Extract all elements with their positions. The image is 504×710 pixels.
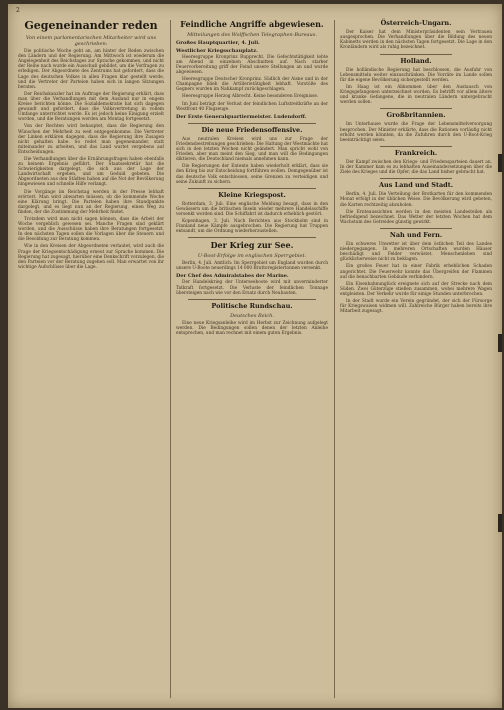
article-headline: Großbritannien. bbox=[386, 111, 446, 120]
article-paragraph: Die Vorgänge im Reichstag werden in der Presse lebhaft erörtert. Man wird abwarten müssen, ob die kommende Woche eine Klärung bringt. Die Parteien haben ihre Standpunkte dargelegt, und es liegt nun an der Regierung, einen Weg zu finden, der die Zustimmung der Mehrheit findet. bbox=[18, 189, 164, 215]
article-paragraph: Aus neutralen Kreisen wird uns zur Frage der Friedensbestrebungen geschrieben: Die Haltung der Westmächte hat sich in den letzten Wochen nicht geändert. Man spricht wohl von Frieden, aber man meint den Sieg, und man will die Bedingungen diktieren, die Deutschland niemals annehmen kann. bbox=[176, 136, 328, 163]
section-divider bbox=[188, 299, 316, 300]
page-number: 2 bbox=[16, 7, 20, 14]
article-headline: Kleine Kriegspost. bbox=[218, 190, 286, 199]
article-subheadline: Mitteilungen des Wolffschen Telegraphen-Bureaus. bbox=[187, 31, 317, 38]
column-3 bbox=[340, 18, 492, 700]
article-headline: Österreich-Ungarn. bbox=[380, 19, 452, 27]
article-paragraph: Rotterdam, 3. Juli. Eine englische Meldung besagt, dass in den Gewässern um die britischen Inseln wieder mehrere Handelsschiffe versenkt worden sind. Die Schiffahrt ist dadurch erheblich gestört. bbox=[176, 201, 328, 218]
article-paragraph: Heeresgruppe Deutscher Kronprinz. Südlich der Aisne und in der Champagne blieb die Artillerietätigkeit lebhaft. Vorstöße des Gegners wurden im Nahkampf zurückgeschlagen. bbox=[176, 77, 328, 93]
article-paragraph: Die Verhandlungen über die Ernährungsfragen haben ebenfalls zu keinem Ergebnis geführt. Der Staatssekretär hat die Schwierigkeiten dargelegt, die sich aus der Lage der Landwirtschaft ergeben, und um Geduld gebeten. Die Abgeordneten aus den Städten haben auf die Not der Bevölkerung hingewiesen und schnelle Hilfe verlangt. bbox=[18, 156, 164, 188]
newspaper-page bbox=[8, 4, 502, 708]
article-paragraph: Im Haag ist ein Abkommen über den Austausch von Kriegsgefangenen unterzeichnet worden. Es betrifft vor allem ältere und kranke Gefangene, die in neutralen Ländern untergebracht werden sollen. bbox=[340, 84, 492, 106]
article-headline: Die neue Friedensoffensive. bbox=[201, 125, 303, 134]
article-paragraph: Der Kampf zwischen den Kriegs- und Friedensparteien dauert an. In der Kammer kam es zu lebhaften Auseinandersetzungen über die Ziele des Krieges und die Opfer, die das Land bisher gebracht hat. bbox=[340, 159, 492, 176]
column-1 bbox=[18, 18, 164, 700]
article-paragraph: Die politische Woche geht an, am hinter der Reden zwischen den Ländern und der Regierung. Am Mittwoch ist wiederum die Angelegenheit des Reichstages zur Sprache gekommen, und nicht der Reihe nach wurde ein Ausschuß gebildet, um die Vorfragen zu erledigen. Der Abgeordnete des Zentrums hat gefordert, dass die Lage des deutschen Volkes in allen Fragen klar gestellt werde, und die Vertreter der Parteien haben sich in langen Sitzungen beraten. bbox=[18, 49, 164, 90]
article-paragraph: Berlin, 4. Juli. Amtlich: Im Sperrgebiet um England wurden durch unsere U-Boote neuerdings 14 000 Bruttoregistertonnen versenkt. bbox=[176, 261, 328, 272]
article-paragraph: Trotzdem wird man nicht sagen können, dass die Arbeit der Woche vergeblich gewesen sei. Manche Fragen sind geklärt worden, und die Ausschüsse haben ihre Beratungen fortgesetzt. In den nächsten Tagen sollen die Vorlagen über die Steuern und die Besoldung zur Beratung kommen. bbox=[18, 217, 164, 243]
article-subheadline: Von einem parlamentarischen Mitarbeiter wird uns geschrieben: bbox=[25, 35, 157, 48]
article-paragraph: Ein Eisenbahnunglück ereignete sich auf der Strecke nach dem Süden. Zwei Güterzüge stießen zusammen, wobei mehrere Wagen entgleisten. Der Verkehr wurde für einige Stunden unterbrochen. bbox=[340, 281, 492, 297]
article-paragraph: Im Unterhause wurde die Frage der Lebensmittelversorgung besprochen. Der Minister erklärte, dass die Rationen vorläufig nicht erhöht werden könnten, da die Zufuhren durch den U-Boot-Krieg beeinträchtigt seien. bbox=[340, 122, 492, 143]
article-paragraph: Die Regierungen der Entente haben wiederholt erklärt, dass sie den Krieg bis zur Entscheidung fortführen wollen. Demgegenüber ist das deutsche Volk entschlossen, seine Grenzen zu verteidigen und seine Zukunft zu sichern. bbox=[176, 164, 328, 185]
article-headline: Politische Rundschau. bbox=[211, 301, 293, 310]
article-paragraph: Im Juni beträgt der Verlust der feindlichen Luftstreitkräfte an der Westfront 40 Flugzeuge. bbox=[176, 101, 328, 112]
article-paragraph: Die holländische Regierung hat beschlossen, die Ausfuhr von Lebensmitteln weiter einzuschränken. Die Vorräte im Lande sollen für die eigene Bevölkerung sichergestellt werden. bbox=[340, 67, 492, 83]
article-paragraph: Wie in den Kreisen der Abgeordneten verlautet, wird auch die Frage der Kriegsentschädigung erneut zur Sprache kommen. Die Regierung hat zugesagt, hierüber eine Denkschrift vorzulegen, die den Parteien vor der Beratung zugehen soll. Man erwartet von ihr wichtige Aufschlüsse über die Lage. bbox=[18, 244, 164, 270]
article-headline: Gegeneinander reden bbox=[24, 19, 158, 32]
article-headline: Der Krieg zur See. bbox=[210, 240, 294, 251]
article-paragraph: Die Ernteaussichten werden in den meisten Landesteilen als befriedigend bezeichnet. Das Wetter der letzten Wochen hat dem Wachstum des Getreides günstig gewirkt. bbox=[340, 209, 492, 225]
article-headline: Feindliche Angriffe abgewiesen. bbox=[180, 19, 324, 29]
section-divider bbox=[188, 237, 316, 238]
article-paragraph: Heeresgruppe Herzog Albrecht. Keine besonderen Ereignisse. bbox=[182, 94, 319, 100]
edge-marker bbox=[498, 514, 502, 532]
edge-marker bbox=[498, 154, 502, 172]
article-paragraph: Der Kaiser hat dem Ministerpräsidenten sein Vertrauen ausgesprochen. Die Verhandlungen über die Bildung des neuen Kabinetts werden in den nächsten Tagen fortgesetzt. Die Lage in den Kronländern wird als ruhig bezeichnet. bbox=[340, 30, 492, 51]
article-subheadline: Deutsches Reich. bbox=[230, 312, 274, 319]
column-rule bbox=[170, 20, 171, 698]
article-headline: Holland. bbox=[400, 56, 432, 65]
section-divider bbox=[188, 123, 316, 124]
article-paragraph: Kopenhagen, 3. Juli. Nach Berichten aus Stockholm sind in Finnland neue Kämpfe ausgebrochen. Die Regierung hat Truppen entsandt, um die Ordnung wiederherzustellen. bbox=[176, 219, 328, 235]
article-dateline: Der Chef des Admiralstabes der Marine. bbox=[176, 273, 289, 280]
article-paragraph: Ein großes Feuer hat in einer Fabrik erheblichen Schaden angerichtet. Die Feuerwehr konnte das Übergreifen der Flammen auf die benachbarten Gebäude verhindern. bbox=[340, 264, 492, 280]
article-paragraph: Berlin, 4. Juli. Die Verteilung der Brotkarten für den kommenden Monat erfolgt in der üblichen Weise. Die Bevölkerung wird gebeten, die Karten rechtzeitig abzuholen. bbox=[340, 192, 492, 208]
article-dateline: Großes Hauptquartier, 4. Juli. bbox=[176, 39, 260, 46]
article-paragraph: Der Reichskanzler hat im Auftrage der Regierung erklärt, dass man über die Verhandlungen mit dem Ausland nur in engem Kreise berichten könne. Die Sozialdemokratie hat sich dagegen gewandt und gefordert, dass die Volksvertretung in vollem Umfange unterrichtet werde. Es ist jedoch keine Einigung erzielt worden, und die Beratungen werden am Montag fortgesetzt. bbox=[18, 91, 164, 123]
column-2 bbox=[176, 18, 328, 700]
article-dateline: Westlicher Kriegsschauplatz. bbox=[176, 47, 258, 54]
section-divider bbox=[380, 146, 452, 147]
section-divider bbox=[380, 228, 452, 229]
article-paragraph: Der Handelskrieg der Unterseeboote wird mit unverminderter Tatkraft fortgesetzt. Die Verluste der feindlichen Tonnage übersteigen nach wie vor den Ersatz durch Neubauten. bbox=[176, 280, 328, 296]
article-headline: Frankreich. bbox=[394, 148, 438, 157]
article-subheadline: U-Boot-Erfolge im englischen Sperrgebiet. bbox=[197, 253, 307, 260]
article-paragraph: Von der Rechten wird behauptet, dass die Regierung den Wünschen der Mehrheit zu weit entgegenkomme. Die Vertreter der Linken erklären dagegen, dass die Regierung ihre Zusagen nicht gehalten habe. So redet man gegeneinander, statt miteinander zu arbeiten, und das Land wartet vergebens auf Entscheidungen. bbox=[18, 124, 164, 155]
column-rule bbox=[334, 20, 335, 698]
section-divider bbox=[380, 108, 452, 109]
article-headline: Nah und Fern. bbox=[389, 230, 443, 239]
article-headline: Aus Land und Stadt. bbox=[379, 181, 453, 190]
article-paragraph: Heeresgruppe Kronprinz Rupprecht. Die Gefechtstätigkeit lebte am Abend in einzelnen Abschnitten auf. Nach starker Feuervorbereitung griff der Feind unsere Stellungen an und wurde abgewiesen. bbox=[176, 54, 328, 76]
article-paragraph: In der Stadt wurde ein Verein gegründet, der sich der Fürsorge für Kriegswaisen widmen will. Zahlreiche Bürger haben bereits ihre Mitarbeit zugesagt. bbox=[340, 299, 492, 315]
edge-marker bbox=[498, 334, 502, 352]
article-paragraph: Ein schweres Unwetter ist über dem östlichen Teil des Landes niedergegangen. In mehreren Ortschaften wurden Häuser beschädigt und Felder verwüstet. Menschenleben sind glücklicherweise nicht zu beklagen. bbox=[340, 242, 492, 263]
section-divider bbox=[380, 178, 452, 179]
article-dateline: Der Erste Generalquartiermeister. Ludendorff. bbox=[176, 113, 307, 120]
section-divider bbox=[380, 54, 452, 55]
article-paragraph: Eine neue Kriegsanleihe wird im Herbst zur Zeichnung aufgelegt werden. Die Bedingungen sollen denen der letzten Anleihe entsprechen, und man rechnet mit einem guten Ergebnis. bbox=[176, 320, 328, 337]
section-divider bbox=[188, 188, 316, 189]
